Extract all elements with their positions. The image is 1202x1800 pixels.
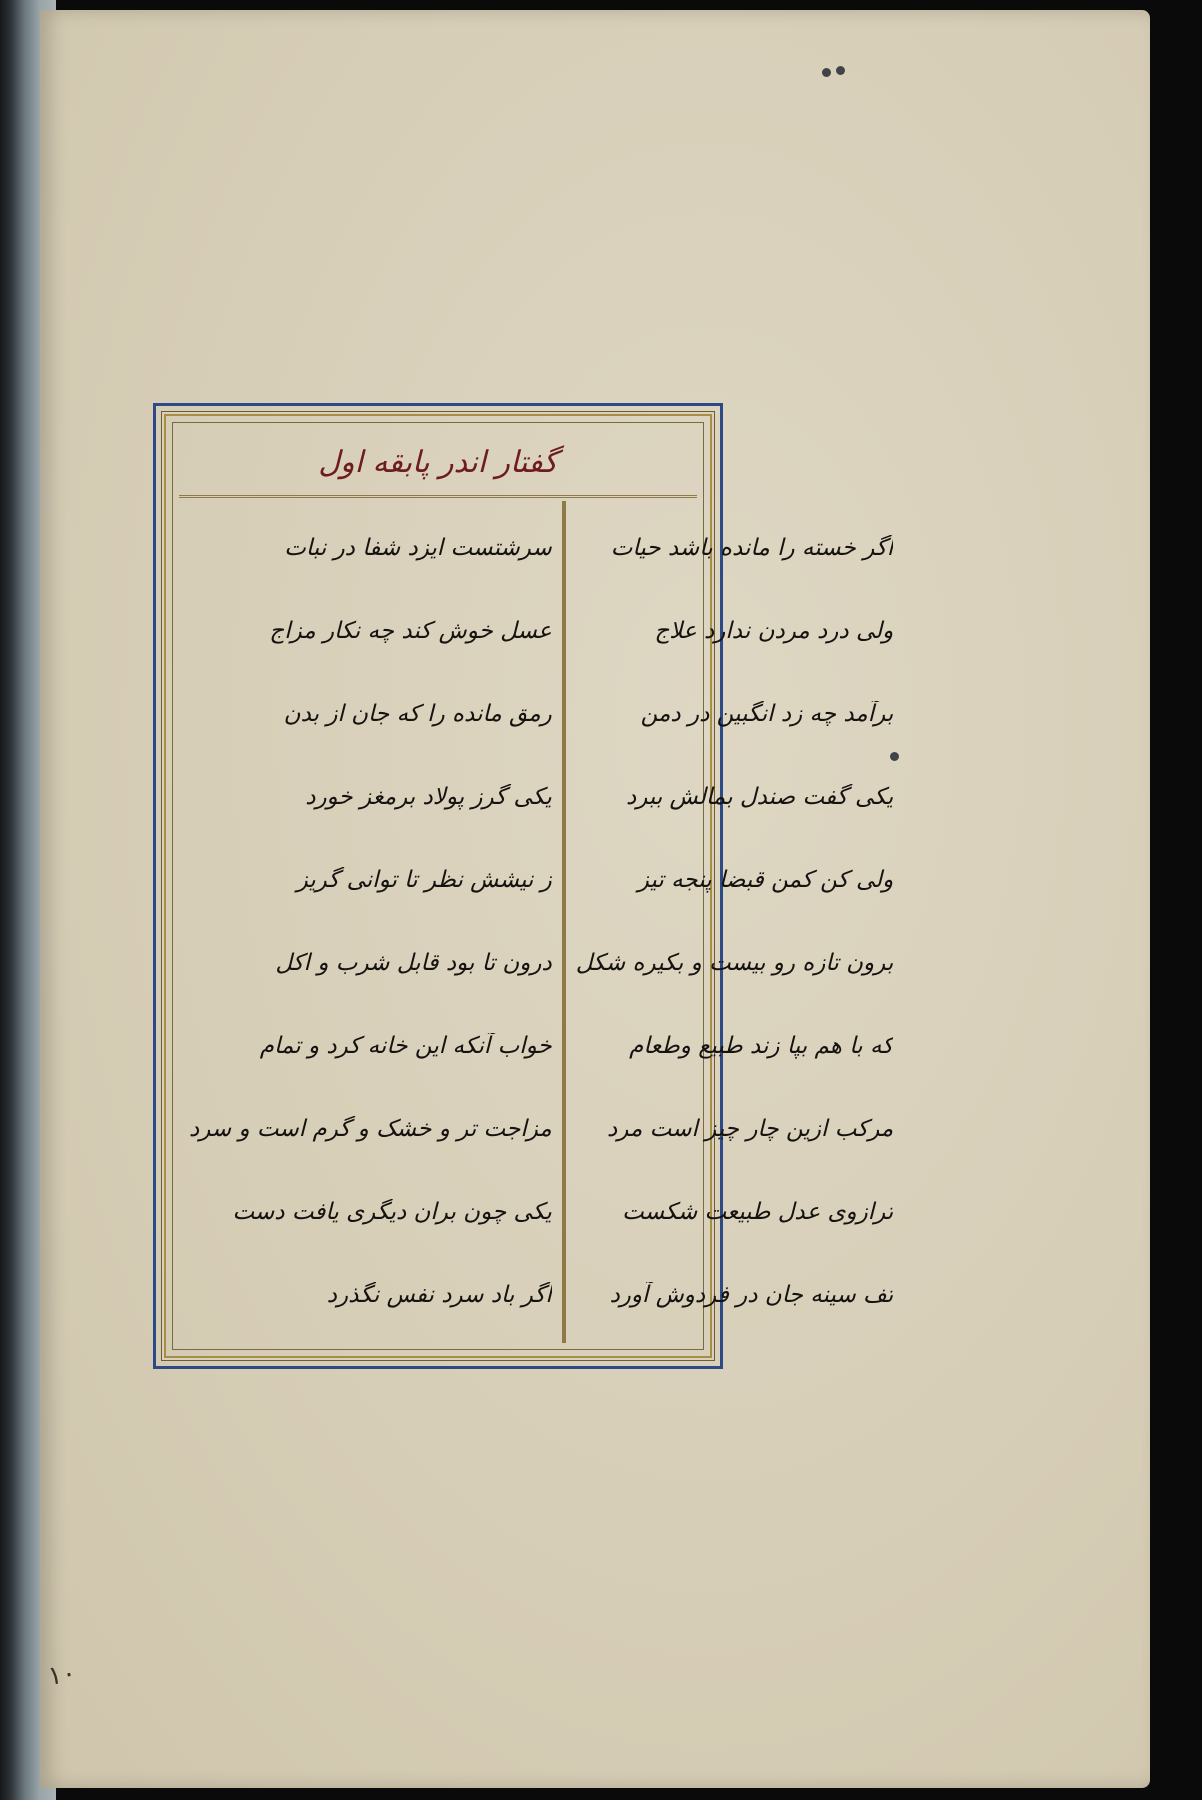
verse-line: برون تازه رو بیست و بکیره شکل [575,949,894,976]
verse-line: ترازوی عدل طبیعت شکست [622,1198,894,1225]
verse-line: مزاجت تر و خشک و گرم است و سرد [189,1115,552,1142]
verse-line: رمق مانده را که جان از بدن [283,700,552,727]
verse-line: خواب آنکه این خانه کرد و تمام [259,1032,552,1059]
verse-line: درون تا بود قابل شرب و اکل [275,949,552,976]
verse-line: تف سینه جان در فردوش آورد [609,1281,894,1308]
verse-line: اگر خسته را مانده باشد حیات [610,534,894,561]
verse-line: ولی کن کمن قبضا پنجه تیز [637,866,894,893]
verse-line: سرشتست ایزد شفا در نبات [284,534,552,561]
verse-line: که با هم بپا زند طبیع وطعام [629,1032,894,1059]
manuscript-page [40,10,1150,1788]
ink-dot [836,66,845,75]
ink-dot [822,68,831,77]
verse-line: مرکب ازین چار چیز است مرد [607,1115,894,1142]
verse-line: ولی درد مردن ندارد علاج [654,617,894,644]
verse-line: یکی گرز پولاد برمغز خورد [305,783,552,810]
section-heading: گفتار اندر پابقه اول [318,444,558,480]
gold-ruling [164,414,894,1358]
folio-number: ۱۰ [46,1658,78,1692]
facing-page-frame-edge [0,360,42,1440]
verse-line: یکی چون بران دیگری یافت دست [232,1198,552,1225]
verse-line: برآمد چه زد انگبین در دمن [640,700,894,727]
text-block-frame [153,403,894,1369]
heading-panel [179,429,697,498]
verse-line: یکی گفت صندل بمالش ببرد [625,783,894,810]
gold-inner-ruling [172,422,894,1350]
verse-line: اگر باد سرد نفس نگذرد [326,1281,552,1308]
verse-columns [179,501,894,1343]
right-column [179,501,562,1343]
left-column [566,501,903,1343]
verse-line: عسل خوش کند چه نکار مزاج [269,617,552,644]
verse-line: ز نیشش نظر تا توانی گریز [296,866,552,893]
